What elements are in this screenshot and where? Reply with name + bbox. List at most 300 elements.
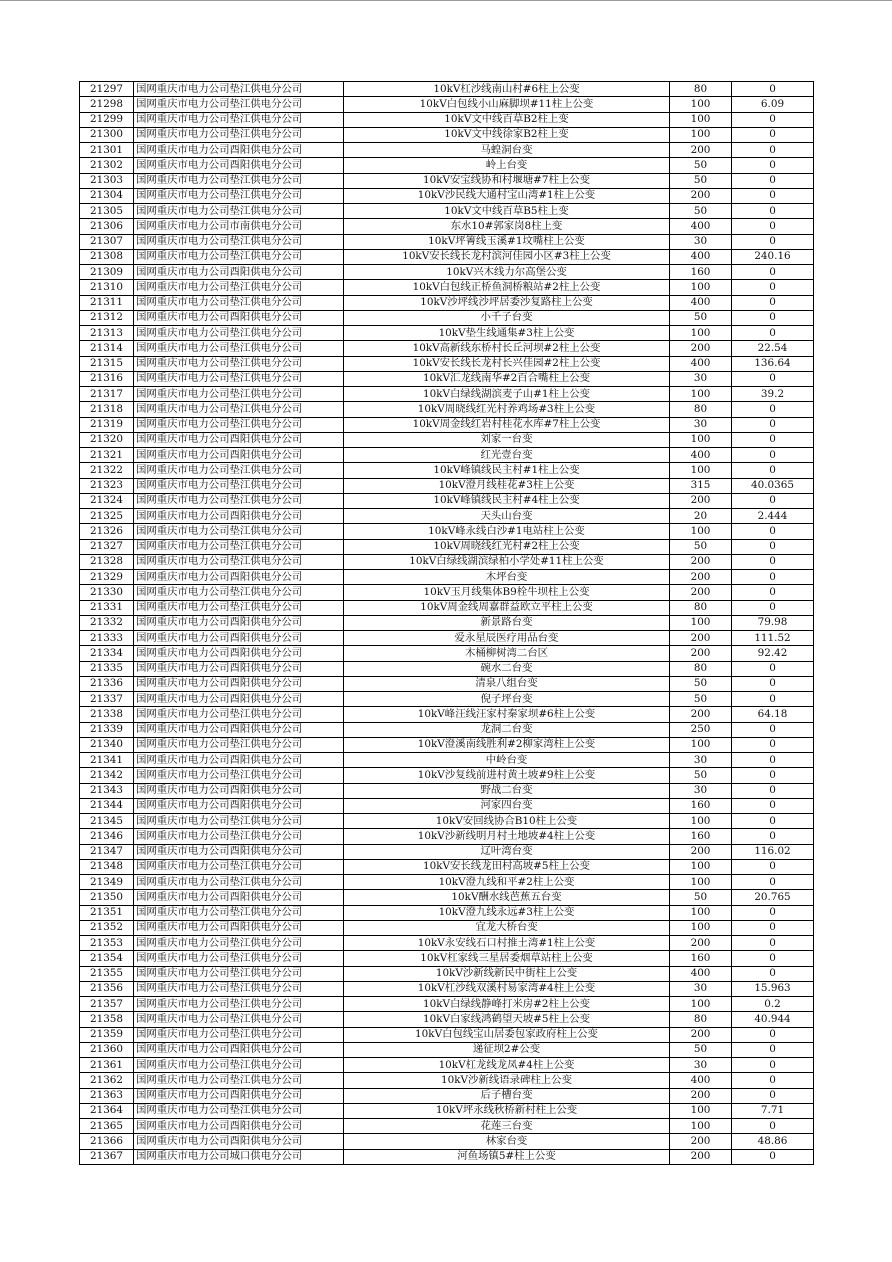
table-row [80,844,814,859]
capacity-cell: 30 [670,981,732,996]
row-id-cell: 21316 [80,371,134,386]
table-row [80,82,814,97]
capacity-cell: 100 [670,997,732,1012]
table-row [80,493,814,508]
value-cell: 0 [732,1058,814,1073]
row-id-cell: 21311 [80,295,134,310]
company-cell: 国网重庆市电力公司垫江供电分公司 [134,829,344,844]
row-id-cell: 21367 [80,1149,134,1164]
row-id-cell: 21329 [80,570,134,585]
transformer-name-cell: 龙洞二台变 [344,722,670,737]
transformer-name-cell: 10kV安长线龙田村高坡#5柱上公变 [344,859,670,874]
capacity-cell: 50 [670,310,732,325]
row-id-cell: 21320 [80,432,134,447]
capacity-cell: 160 [670,798,732,813]
row-id-cell: 21364 [80,1103,134,1118]
company-cell: 国网重庆市电力公司市南供电分公司 [134,219,344,234]
table-row [80,432,814,447]
transformer-name-cell: 10kV峰汪线汪家村秦家坝#6柱上公变 [344,707,670,722]
value-cell: 0 [732,493,814,508]
row-id-cell: 21344 [80,798,134,813]
value-cell: 0 [732,524,814,539]
table-row [80,981,814,996]
value-cell: 0 [732,265,814,280]
capacity-cell: 200 [670,143,732,158]
transformer-name-cell: 10kV白包线小山麻脚坝#11柱上公变 [344,97,670,112]
table-row [80,173,814,188]
row-id-cell: 21342 [80,768,134,783]
table-row [80,814,814,829]
capacity-cell: 160 [670,829,732,844]
transformer-name-cell: 10kV沙坪线沙坪居委沙复路柱上公变 [344,295,670,310]
company-cell: 国网重庆市电力公司垫江供电分公司 [134,966,344,981]
capacity-cell: 100 [670,432,732,447]
value-cell: 0 [732,1073,814,1088]
table-row [80,295,814,310]
company-cell: 国网重庆市电力公司酉阳供电分公司 [134,676,344,691]
company-cell: 国网重庆市电力公司垫江供电分公司 [134,371,344,386]
capacity-cell: 200 [670,844,732,859]
value-cell: 6.09 [732,97,814,112]
company-cell: 国网重庆市电力公司酉阳供电分公司 [134,798,344,813]
capacity-cell: 30 [670,371,732,386]
transformer-name-cell: 清泉八组台变 [344,676,670,691]
table-row [80,615,814,630]
capacity-cell: 30 [670,1058,732,1073]
value-cell: 0 [732,1027,814,1042]
data-table-container [79,81,814,1165]
table-row [80,478,814,493]
capacity-cell: 100 [670,875,732,890]
company-cell: 国网重庆市电力公司酉阳供电分公司 [134,722,344,737]
row-id-cell: 21343 [80,783,134,798]
capacity-cell: 100 [670,112,732,127]
transformer-name-cell: 新景路台变 [344,615,670,630]
row-id-cell: 21308 [80,249,134,264]
transformer-name-cell: 10kV白包线正桥鱼洞桥粮站#2柱上公变 [344,280,670,295]
table-row [80,280,814,295]
transformer-name-cell: 10kV高新线东桥村长丘河坝#2柱上公变 [344,341,670,356]
transformer-name-cell: 10kV白家线鸿鹤望天坡#5柱上公变 [344,1012,670,1027]
capacity-cell: 100 [670,280,732,295]
transformer-name-cell: 后子槽台变 [344,1088,670,1103]
capacity-cell: 100 [670,905,732,920]
company-cell: 国网重庆市电力公司垫江供电分公司 [134,1027,344,1042]
row-id-cell: 21315 [80,356,134,371]
capacity-cell: 30 [670,234,732,249]
row-id-cell: 21314 [80,341,134,356]
transformer-name-cell: 10kV玉月线集体B9栓牛坝柱上公变 [344,585,670,600]
row-id-cell: 21306 [80,219,134,234]
table-row [80,646,814,661]
capacity-cell: 200 [670,646,732,661]
table-row [80,722,814,737]
company-cell: 国网重庆市电力公司酉阳供电分公司 [134,783,344,798]
value-cell: 0 [732,371,814,386]
transformer-name-cell: 10kV澄月线桂花#3柱上公变 [344,478,670,493]
value-cell: 0 [732,219,814,234]
transformer-name-cell: 10kV沙新线语录碑柱上公变 [344,1073,670,1088]
capacity-cell: 400 [670,219,732,234]
company-cell: 国网重庆市电力公司垫江供电分公司 [134,493,344,508]
table-row [80,920,814,935]
table-row [80,158,814,173]
row-id-cell: 21357 [80,997,134,1012]
company-cell: 国网重庆市电力公司酉阳供电分公司 [134,1134,344,1149]
capacity-cell: 160 [670,265,732,280]
company-cell: 国网重庆市电力公司垫江供电分公司 [134,173,344,188]
row-id-cell: 21340 [80,737,134,752]
table-row [80,341,814,356]
company-cell: 国网重庆市电力公司垫江供电分公司 [134,1073,344,1088]
row-id-cell: 21331 [80,600,134,615]
value-cell: 0 [732,539,814,554]
row-id-cell: 21334 [80,646,134,661]
capacity-cell: 200 [670,707,732,722]
row-id-cell: 21299 [80,112,134,127]
company-cell: 国网重庆市电力公司酉阳供电分公司 [134,890,344,905]
transformer-name-cell: 小千子台变 [344,310,670,325]
capacity-cell: 100 [670,814,732,829]
row-id-cell: 21321 [80,448,134,463]
capacity-cell: 50 [670,539,732,554]
table-row [80,1103,814,1118]
transformer-name-cell: 10kV沙新线明月村土地坡#4柱上公变 [344,829,670,844]
capacity-cell: 50 [670,204,732,219]
table-row [80,1058,814,1073]
capacity-cell: 50 [670,692,732,707]
transformer-name-cell: 10kV峰永线白沙#1电站柱上公变 [344,524,670,539]
capacity-cell: 50 [670,768,732,783]
company-cell: 国网重庆市电力公司垫江供电分公司 [134,356,344,371]
transformer-name-cell: 10kV白包线宝山居委包家政府柱上公变 [344,1027,670,1042]
company-cell: 国网重庆市电力公司垫江供电分公司 [134,600,344,615]
table-row [80,143,814,158]
capacity-cell: 50 [670,890,732,905]
capacity-cell: 80 [670,402,732,417]
value-cell: 0 [732,859,814,874]
row-id-cell: 21324 [80,493,134,508]
company-cell: 国网重庆市电力公司垫江供电分公司 [134,188,344,203]
table-body [80,82,814,1165]
row-id-cell: 21350 [80,890,134,905]
company-cell: 国网重庆市电力公司垫江供电分公司 [134,1012,344,1027]
row-id-cell: 21330 [80,585,134,600]
capacity-cell: 400 [670,295,732,310]
value-cell: 79.98 [732,615,814,630]
company-cell: 国网重庆市电力公司垫江供电分公司 [134,97,344,112]
row-id-cell: 21328 [80,554,134,569]
row-id-cell: 21362 [80,1073,134,1088]
transformer-name-cell: 10kV杠沙线南山村#6柱上公变 [344,82,670,97]
value-cell: 0 [732,737,814,752]
capacity-cell: 400 [670,356,732,371]
value-cell: 20.765 [732,890,814,905]
transformer-name-cell: 中岭台变 [344,753,670,768]
transformer-name-cell: 岭上台变 [344,158,670,173]
company-cell: 国网重庆市电力公司垫江供电分公司 [134,280,344,295]
row-id-cell: 21358 [80,1012,134,1027]
transformer-name-cell: 东水10#郭家岗8柱上变 [344,219,670,234]
table-row [80,509,814,524]
table-row [80,753,814,768]
table-row [80,387,814,402]
transformer-name-cell: 宜龙大桥台变 [344,920,670,935]
row-id-cell: 21302 [80,158,134,173]
value-cell: 0 [732,585,814,600]
value-cell: 0 [732,127,814,142]
value-cell: 7.71 [732,1103,814,1118]
transformer-name-cell: 10kV文中线百草B5柱上变 [344,204,670,219]
transformer-name-cell: 10kV文中线百草B2柱上变 [344,112,670,127]
transformer-name-cell: 天头山台变 [344,509,670,524]
transformer-name-cell: 马蝗洞台变 [344,143,670,158]
capacity-cell: 100 [670,615,732,630]
row-id-cell: 21327 [80,539,134,554]
row-id-cell: 21360 [80,1042,134,1057]
transformer-name-cell: 爱永星辰医疗用品台变 [344,631,670,646]
table-row [80,1088,814,1103]
value-cell: 0 [732,1042,814,1057]
value-cell: 22.54 [732,341,814,356]
transformer-name-cell: 10kV峰镇线民主村#4柱上公变 [344,493,670,508]
table-row [80,737,814,752]
row-id-cell: 21303 [80,173,134,188]
value-cell: 0 [732,798,814,813]
value-cell: 0 [732,310,814,325]
value-cell: 0 [732,829,814,844]
value-cell: 0 [732,402,814,417]
capacity-cell: 100 [670,524,732,539]
company-cell: 国网重庆市电力公司酉阳供电分公司 [134,432,344,447]
capacity-cell: 30 [670,783,732,798]
table-row [80,829,814,844]
value-cell: 0 [732,463,814,478]
capacity-cell: 200 [670,554,732,569]
capacity-cell: 200 [670,585,732,600]
capacity-cell: 80 [670,1012,732,1027]
capacity-cell: 100 [670,737,732,752]
table-row [80,890,814,905]
row-id-cell: 21355 [80,966,134,981]
value-cell: 111.52 [732,631,814,646]
transformer-name-cell: 10kV安回线协合B10柱上公变 [344,814,670,829]
table-row [80,905,814,920]
capacity-cell: 160 [670,951,732,966]
row-id-cell: 21348 [80,859,134,874]
value-cell: 0 [732,234,814,249]
table-row [80,417,814,432]
value-cell: 0 [732,600,814,615]
company-cell: 国网重庆市电力公司垫江供电分公司 [134,524,344,539]
company-cell: 国网重庆市电力公司垫江供电分公司 [134,417,344,432]
capacity-cell: 80 [670,82,732,97]
row-id-cell: 21326 [80,524,134,539]
transformer-name-cell: 10kV白绿线静峰打米房#2柱上公变 [344,997,670,1012]
company-cell: 国网重庆市电力公司垫江供电分公司 [134,814,344,829]
table-row [80,585,814,600]
row-id-cell: 21352 [80,920,134,935]
row-id-cell: 21313 [80,326,134,341]
capacity-cell: 50 [670,158,732,173]
table-row [80,265,814,280]
table-row [80,951,814,966]
row-id-cell: 21361 [80,1058,134,1073]
value-cell: 2.444 [732,509,814,524]
table-row [80,188,814,203]
value-cell: 0 [732,326,814,341]
table-row [80,570,814,585]
capacity-cell: 400 [670,448,732,463]
company-cell: 国网重庆市电力公司酉阳供电分公司 [134,661,344,676]
value-cell: 0 [732,814,814,829]
row-id-cell: 21323 [80,478,134,493]
row-id-cell: 21365 [80,1119,134,1134]
row-id-cell: 21307 [80,234,134,249]
row-id-cell: 21301 [80,143,134,158]
value-cell: 0 [732,448,814,463]
row-id-cell: 21353 [80,936,134,951]
transformer-name-cell: 10kV兴木线力尔高堡公变 [344,265,670,280]
value-cell: 0 [732,1149,814,1164]
table-row [80,692,814,707]
value-cell: 0 [732,768,814,783]
transformer-name-cell: 10kV周金线周嘉群益欧立平柱上公变 [344,600,670,615]
transformer-name-cell: 10kV峰镇线民主村#1柱上公变 [344,463,670,478]
table-row [80,112,814,127]
transformer-name-cell: 野战二台变 [344,783,670,798]
company-cell: 国网重庆市电力公司垫江供电分公司 [134,737,344,752]
row-id-cell: 21349 [80,875,134,890]
table-row [80,1042,814,1057]
company-cell: 国网重庆市电力公司垫江供电分公司 [134,326,344,341]
table-row [80,371,814,386]
company-cell: 国网重庆市电力公司酉阳供电分公司 [134,615,344,630]
capacity-cell: 80 [670,600,732,615]
transformer-name-cell: 10kV安长线长龙村滨河佳园小区#3柱上公变 [344,249,670,264]
table-row [80,798,814,813]
capacity-cell: 50 [670,173,732,188]
table-row [80,768,814,783]
table-row [80,1149,814,1164]
company-cell: 国网重庆市电力公司垫江供电分公司 [134,997,344,1012]
company-cell: 国网重庆市电力公司垫江供电分公司 [134,112,344,127]
table-row [80,234,814,249]
table-row [80,310,814,325]
value-cell: 0 [732,188,814,203]
capacity-cell: 250 [670,722,732,737]
company-cell: 国网重庆市电力公司垫江供电分公司 [134,905,344,920]
table-row [80,707,814,722]
transformer-name-cell: 10kV垫生线通集#3柱上公变 [344,326,670,341]
value-cell: 0 [732,966,814,981]
row-id-cell: 21351 [80,905,134,920]
row-id-cell: 21310 [80,280,134,295]
table-row [80,1012,814,1027]
company-cell: 国网重庆市电力公司垫江供电分公司 [134,478,344,493]
table-row [80,631,814,646]
row-id-cell: 21336 [80,676,134,691]
value-cell: 39.2 [732,387,814,402]
table-row [80,783,814,798]
row-id-cell: 21356 [80,981,134,996]
value-cell: 0 [732,204,814,219]
transformer-name-cell: 10kV坪箐线玉溪#1坟嘴柱上公变 [344,234,670,249]
company-cell: 国网重庆市电力公司垫江供电分公司 [134,295,344,310]
value-cell: 0 [732,783,814,798]
company-cell: 国网重庆市电力公司酉阳供电分公司 [134,844,344,859]
value-cell: 92.42 [732,646,814,661]
company-cell: 国网重庆市电力公司垫江供电分公司 [134,234,344,249]
transformer-name-cell: 花莲三台变 [344,1119,670,1134]
company-cell: 国网重庆市电力公司垫江供电分公司 [134,951,344,966]
table-row [80,249,814,264]
value-cell: 136.64 [732,356,814,371]
table-row [80,127,814,142]
transformer-name-cell: 河家四台变 [344,798,670,813]
value-cell: 0.2 [732,997,814,1012]
capacity-cell: 100 [670,326,732,341]
company-cell: 国网重庆市电力公司垫江供电分公司 [134,249,344,264]
table-row [80,1134,814,1149]
table-row [80,859,814,874]
company-cell: 国网重庆市电力公司垫江供电分公司 [134,82,344,97]
row-id-cell: 21354 [80,951,134,966]
capacity-cell: 50 [670,676,732,691]
company-cell: 国网重庆市电力公司垫江供电分公司 [134,585,344,600]
capacity-cell: 100 [670,97,732,112]
transformer-name-cell: 递征坝2#公变 [344,1042,670,1057]
value-cell: 0 [732,920,814,935]
value-cell: 0 [732,554,814,569]
row-id-cell: 21347 [80,844,134,859]
table-row [80,524,814,539]
capacity-cell: 400 [670,1073,732,1088]
transformer-table [79,81,814,1165]
company-cell: 国网重庆市电力公司垫江供电分公司 [134,463,344,478]
table-row [80,600,814,615]
company-cell: 国网重庆市电力公司垫江供电分公司 [134,981,344,996]
capacity-cell: 30 [670,753,732,768]
company-cell: 国网重庆市电力公司酉阳供电分公司 [134,310,344,325]
value-cell: 0 [732,112,814,127]
transformer-name-cell: 10kV安长线长龙村长兴佳园#2柱上公变 [344,356,670,371]
company-cell: 国网重庆市电力公司酉阳供电分公司 [134,1042,344,1057]
capacity-cell: 200 [670,493,732,508]
capacity-cell: 200 [670,1088,732,1103]
capacity-cell: 30 [670,417,732,432]
transformer-name-cell: 10kV汇龙线南华#2百合嘴柱上公变 [344,371,670,386]
capacity-cell: 400 [670,249,732,264]
transformer-name-cell: 10kV白绿线湖滨麦子山#1柱上公变 [344,387,670,402]
company-cell: 国网重庆市电力公司垫江供电分公司 [134,875,344,890]
row-id-cell: 21345 [80,814,134,829]
transformer-name-cell: 10kV坪永线秋桥新村柱上公变 [344,1103,670,1118]
transformer-name-cell: 河鱼场镇5#柱上公变 [344,1149,670,1164]
transformer-name-cell: 10kV沙复线前进村黄土坡#9柱上公变 [344,768,670,783]
capacity-cell: 50 [670,1042,732,1057]
page-top-rule [0,0,892,1]
transformer-name-cell: 10kV杠龙线龙凤#4柱上公变 [344,1058,670,1073]
transformer-name-cell: 倪子坪台变 [344,692,670,707]
table-row [80,875,814,890]
capacity-cell: 200 [670,1027,732,1042]
transformer-name-cell: 10kV沙民线大通村宝山湾#1柱上公变 [344,188,670,203]
row-id-cell: 21298 [80,97,134,112]
table-row [80,356,814,371]
value-cell: 0 [732,1088,814,1103]
company-cell: 国网重庆市电力公司酉阳供电分公司 [134,920,344,935]
